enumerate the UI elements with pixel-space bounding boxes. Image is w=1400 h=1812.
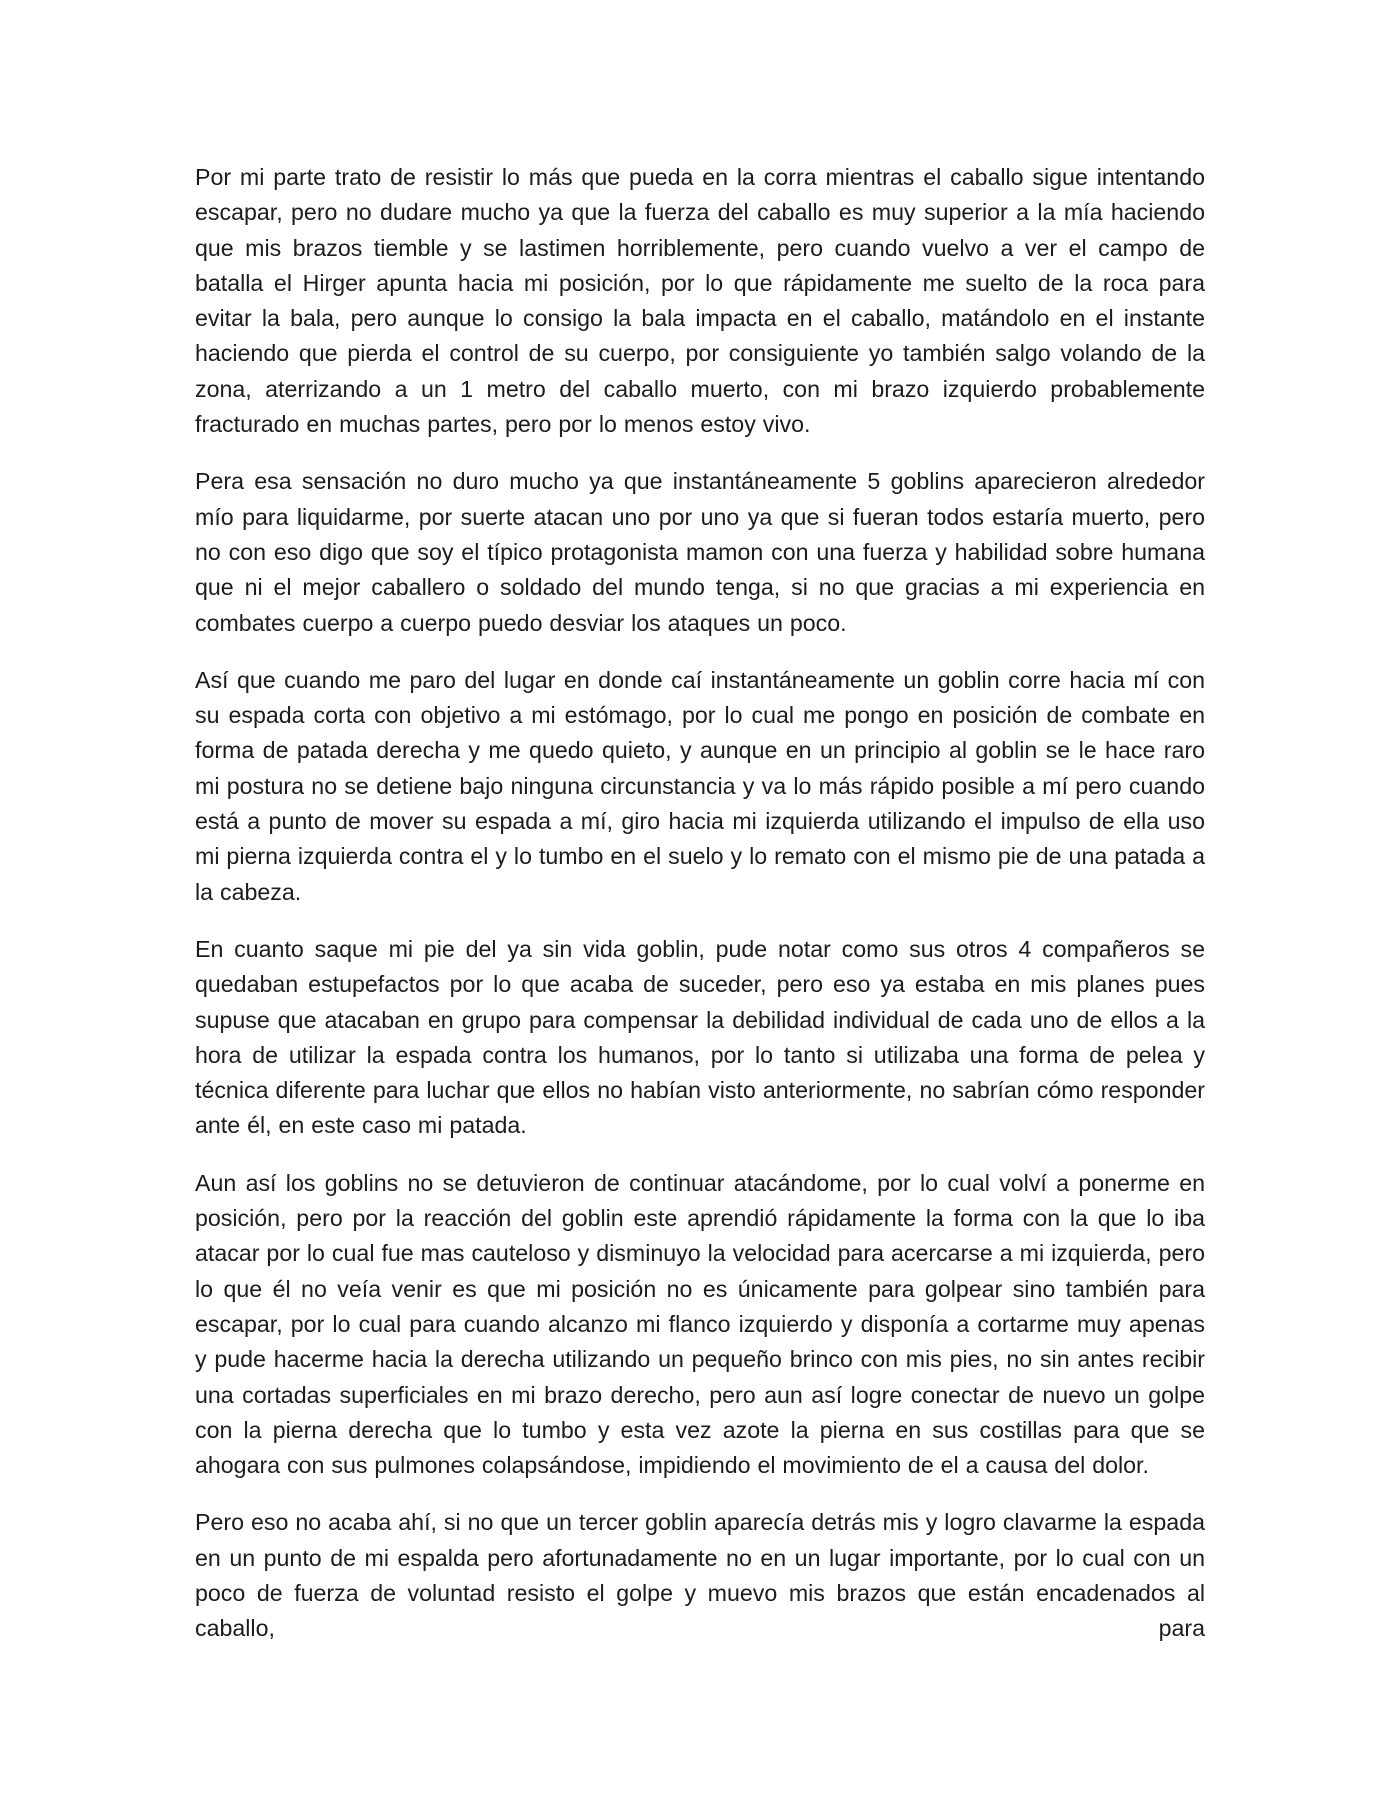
paragraph-5: Aun así los goblins no se detuvieron de continuar atacándome, por lo cual volví a ponerme en posición, pero por la reacción del goblin este aprendió rápidamente la forma con la que lo iba atacar por lo cual fue mas cauteloso y disminuyo la velocidad para acercarse a mi izquierda, pero lo que él no veía venir es que mi posición no es únicamente para golpear sino también para escapar, por lo cual para cuando alcanzo mi flanco izquierdo y disponía a cortarme muy apenas y pude hacerme hacia la derecha utilizando un pequeño brinco con mis pies, no sin antes recibir una cortadas superficiales en mi brazo derecho, pero aun así logre conectar de nuevo un golpe con la pierna derecha que lo tumbo y esta vez azote la pierna en sus costillas para que se ahogara con sus pulmones colapsándose, impidiendo el movimiento de el a causa del dolor. — [195, 1169, 1205, 1479]
paragraph-3: Así que cuando me paro del lugar en donde caí instantáneamente un goblin corre hacia mí con su espada corta con objetivo a mi estómago, por lo cual me pongo en posición de combate en forma de patada derecha y me quedo quieto, y aunque en un principio al goblin se le hace raro mi postura no se detiene bajo ninguna circunstancia y va lo más rápido posible a mí pero cuando está a punto de mover su espada a mí, giro hacia mi izquierda utilizando el impulso de ella uso mi pierna izquierda contra el y lo tumbo en el suelo y lo remato con el mismo pie de una patada a la cabeza. — [195, 666, 1205, 905]
paragraph-6: Pero eso no acaba ahí, si no que un tercer goblin aparecía detrás mis y logro clavarme la espada en un punto de mi espalda pero afortunadamente no en un lugar importante, por lo cual con un poco de fuerza de voluntad resisto el golpe y muevo mis brazos que están encadenados al caballo, para — [195, 1509, 1205, 1642]
document-body — [195, 160, 1205, 1669]
paragraph-4: En cuanto saque mi pie del ya sin vida goblin, pude notar como sus otros 4 compañeros se quedaban estupefactos por lo que acaba de suceder, pero eso ya estaba en mis planes pues supuse que atacaban en grupo para compensar la debilidad individual de cada uno de ellos a la hora de utilizar la espada contra los humanos, por lo tanto si utilizaba una forma de pelea y técnica diferente para luchar que ellos no habían visto anteriormente, no sabrían cómo responder ante él, en este caso mi patada. — [195, 935, 1205, 1139]
paragraph-2: Pera esa sensación no duro mucho ya que instantáneamente 5 goblins aparecieron alrededor mío para liquidarme, por suerte atacan uno por uno ya que si fueran todos estaría muerto, pero no con eso digo que soy el típico protagonista mamon con una fuerza y habilidad sobre humana que ni el mejor caballero o soldado del mundo tenga, si no que gracias a mi experiencia en combates cuerpo a cuerpo puedo desviar los ataques un poco. — [195, 468, 1205, 636]
paragraph-1: Por mi parte trato de resistir lo más que pueda en la corra mientras el caballo sigue intentando escapar, pero no dudare mucho ya que la fuerza del caballo es muy superior a la mía haciendo que mis brazos tiemble y se lastimen horriblemente, pero cuando vuelvo a ver el campo de batalla el Hirger apunta hacia mi posición, por lo que rápidamente me suelto de la roca para evitar la bala, pero aunque lo consigo la bala impacta en el caballo, matándolo en el instante haciendo que pierda el control de su cuerpo, por consiguiente yo también salgo volando de la zona, aterrizando a un 1 metro del caballo muerto, con mi brazo izquierdo probablemente fracturado en muchas partes, pero por lo menos estoy vivo. — [195, 164, 1205, 438]
